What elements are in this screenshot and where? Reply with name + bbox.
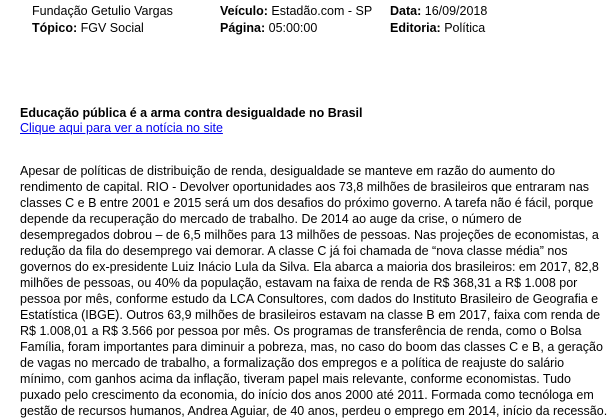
topic-value: FGV Social [80,21,144,35]
article-body-line: Apesar de políticas de distribuição de renda, desigualdade se manteve em razão do aumento do [20,164,556,178]
page-label: Página: [220,21,266,35]
view-article-link[interactable]: Clique aqui para ver a notícia no site [20,121,223,135]
article-body-line: mínimo, com ganhos acima da inflação, tiveram papel mais relevante, conforme economistas. Tudo [20,372,571,386]
vehicle-field [220,3,372,20]
article-body-line: governos do ex-presidente Luiz Inácio Lula da Silva. Ela abarca a maioria dos brasileiros: em 2017, 82,8 [20,260,599,274]
section-field [390,20,485,37]
topic-field [32,20,144,37]
clipping-metadata [0,0,600,34]
article-body-line: pessoa por mês, conforme estudo da LCA Consultores, com dados do Instituto Brasileiro de Geografia e [20,292,599,306]
article-body-line: Estatística (IBGE). Outros 63,9 milhões de brasileiros estavam na classe B em 2017, faixa com renda de [20,308,601,322]
article-body-line: gestão de recursos humanos, Andrea Aguiar, de 40 anos, perdeu o emprego em 2014, início da recessão. [20,404,607,418]
metadata-row-1 [0,3,600,20]
article-body-line: rendimento de capital. RIO - Devolver oportunidades aos 73,8 milhões de brasileiros que entraram nas [20,180,590,194]
date-label: Data: [390,4,422,18]
article-body-line: R$ 1.008,01 a R$ 3.566 por pessoa por mês. Os programas de transferência de renda, como o Bolsa [20,324,582,338]
date-value: 16/09/2018 [424,4,488,18]
topic-label: Tópico: [32,21,78,35]
page-value: 05:00:00 [268,21,318,35]
article-body-line: classes C e B entre 2001 e 2015 será um dos desafios do próximo governo. A tarefa não é fácil, porque [20,196,594,210]
article-body-line: redução da fila do desemprego vai demorar. A classe C já foi chamada de “nova classe média” nos [20,244,568,258]
vehicle-value: Estadão.com - SP [271,4,373,18]
article-body-line: de vagas no mercado de trabalho, a formalização dos empregos e a política de reajuste do salário [20,356,565,370]
article-title: Educação pública é a arma contra desigualdade no Brasil [20,106,363,120]
source-name: Fundação Getulio Vargas [32,4,173,18]
article-body-line: depende da recuperação do mercado de trabalho. De 2014 ao auge da crise, o número de [20,212,522,226]
article-body [20,163,607,419]
date-field [390,3,487,20]
vehicle-label: Veículo: [220,4,268,18]
section-value: Política [444,21,486,35]
article-body-line: desempregados dobrou – de 6,5 milhões para 13 milhões de pessoas. Nas projeções de economistas, a [20,228,599,242]
section-label: Editoria: [390,21,441,35]
article-body-line: milhões de pessoas, ou 40% da população, estavam na faixa de renda de R$ 368,31 a R$ 1.008 por [20,276,578,290]
article-body-line: puxado pelo crescimento da economia, do início dos anos 2000 até 2011. Formada como tecnóloga em [20,388,594,402]
article-body-line: Família, foram importantes para diminuir a pobreza, mas, no caso do boom das classes C e B, a geração [20,340,603,354]
page-field [220,20,317,37]
metadata-row-2 [0,20,600,37]
